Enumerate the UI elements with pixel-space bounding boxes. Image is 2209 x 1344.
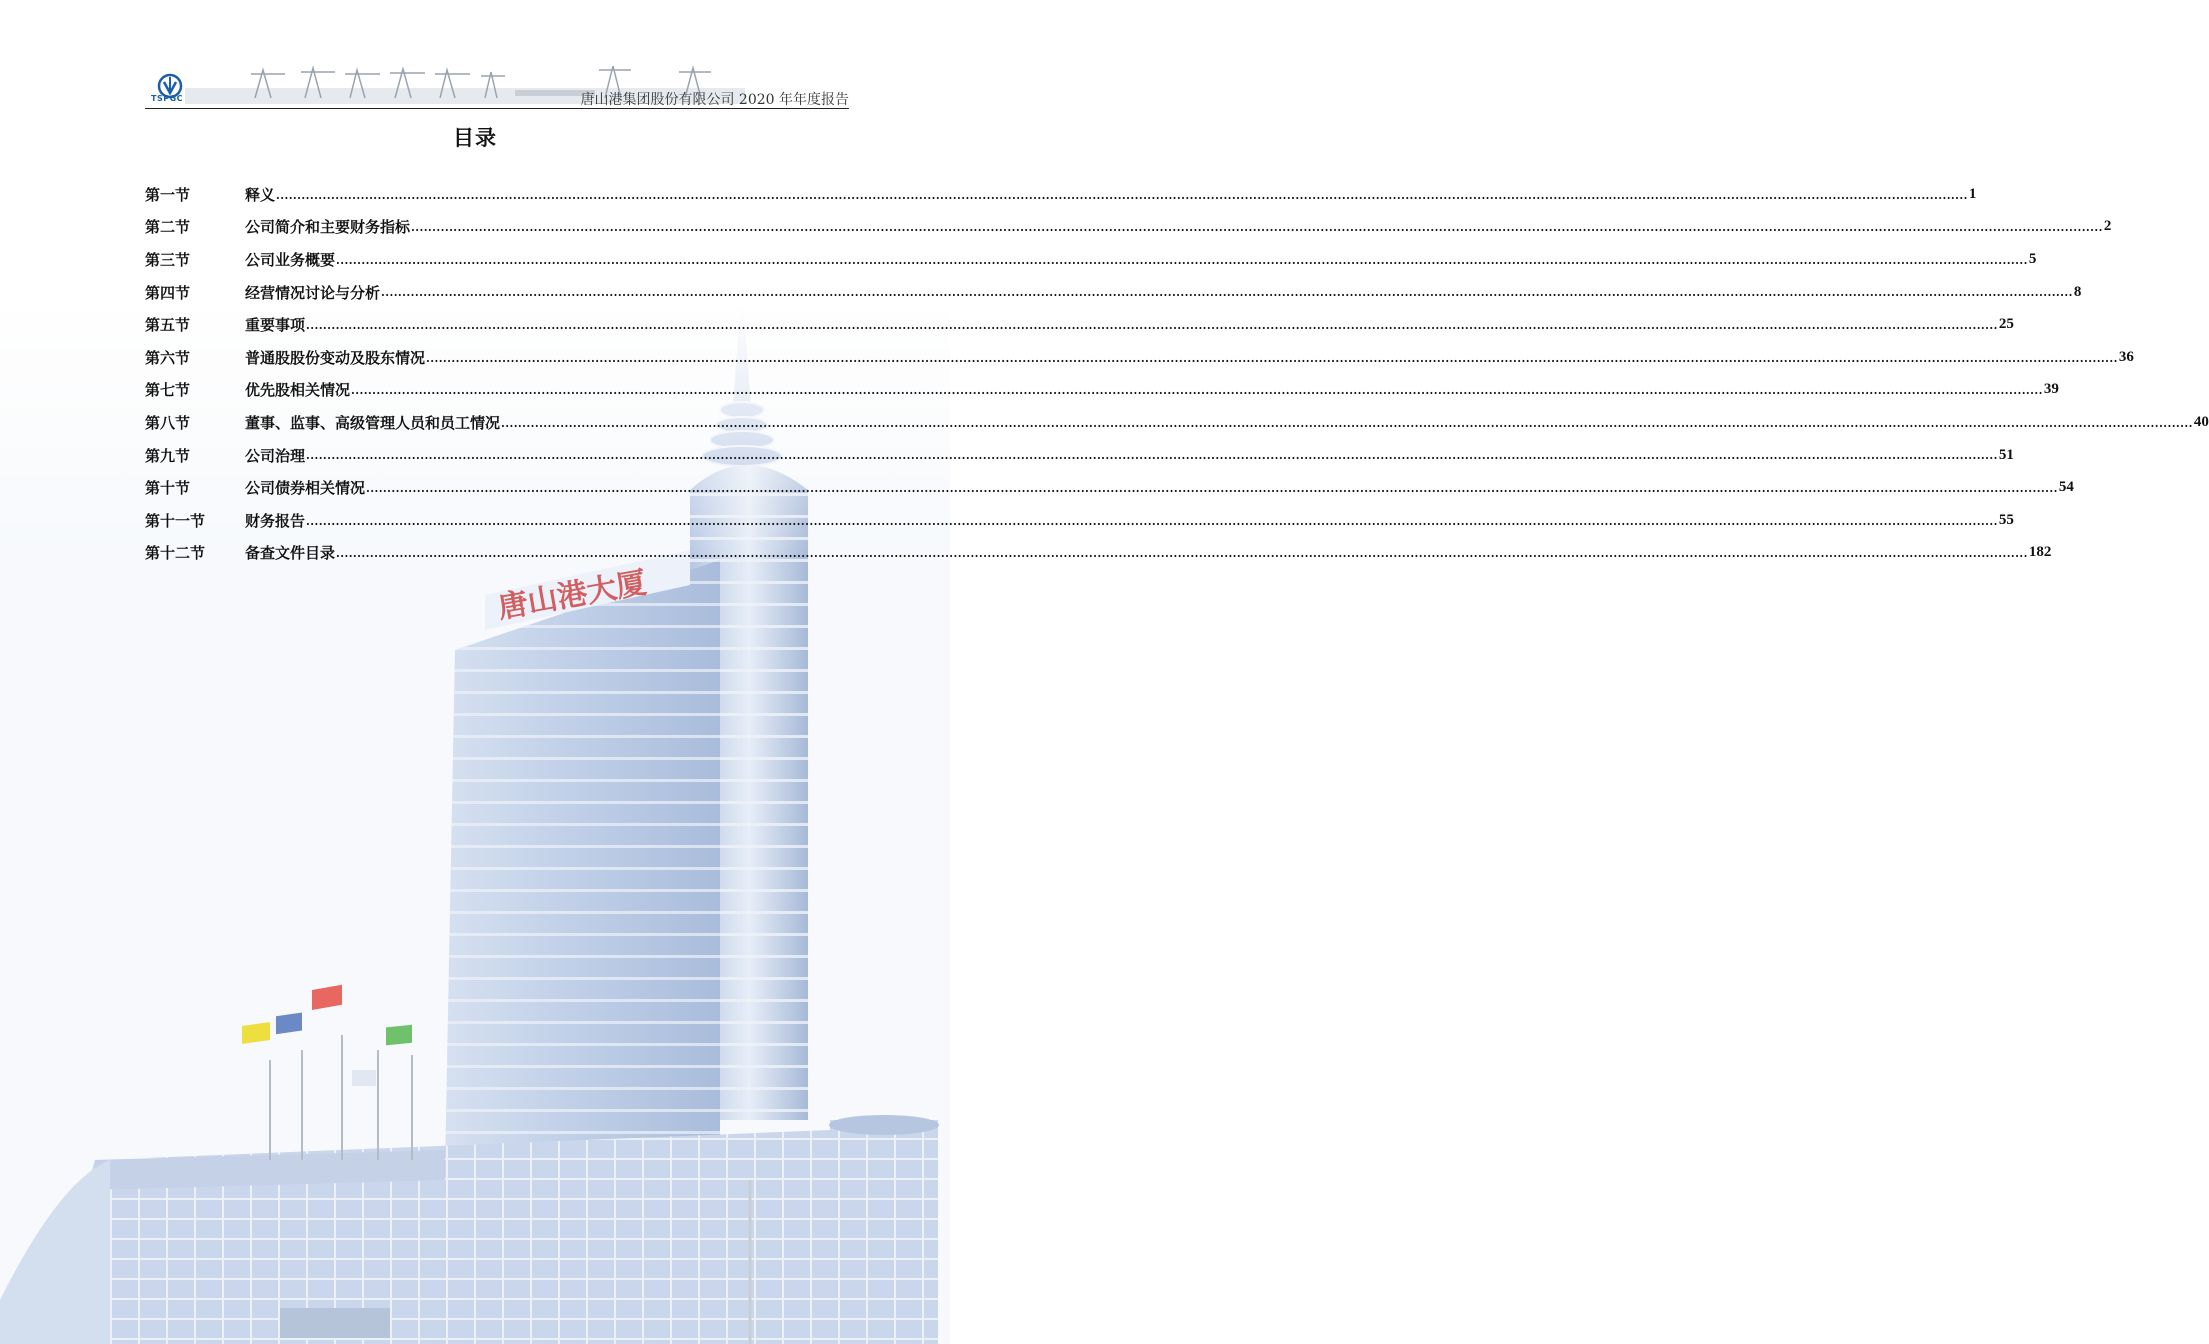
toc-section-number: 第九节	[145, 446, 191, 465]
toc-leader-dots: ................................................................................................................................................................................................................................................................................................................................................................................................................	[336, 253, 2028, 267]
toc-page-number: 55	[1998, 511, 2014, 528]
toc-leader-dots: ................................................................................................................................................................................................................................................................................................................................................................................................................	[366, 481, 2058, 495]
table-of-contents	[145, 178, 2209, 569]
toc-page-number: 5	[2028, 250, 2037, 267]
toc-section-title: 普通股股份变动及股东情况	[245, 348, 426, 367]
toc-entry[interactable]	[145, 504, 2014, 537]
toc-entry[interactable]	[145, 178, 1977, 211]
toc-section-title: 公司治理	[245, 446, 306, 465]
toc-entry[interactable]	[145, 537, 2052, 570]
toc-page-number: 25	[1998, 316, 2014, 333]
toc-section-title: 重要事项	[245, 316, 306, 335]
toc-page-number: 40	[2193, 413, 2209, 430]
toc-entry[interactable]	[145, 439, 2014, 472]
page-title: 目录	[453, 125, 497, 150]
toc-leader-dots: ................................................................................................................................................................................................................................................................................................................................................................................................................	[306, 449, 1998, 463]
toc-section-number: 第四节	[145, 283, 191, 302]
toc-section-number: 第二节	[145, 218, 191, 237]
toc-section-title: 董事、监事、高级管理人员和员工情况	[245, 413, 501, 432]
toc-section-number: 第一节	[145, 185, 191, 204]
toc-page-number: 8	[2073, 283, 2082, 300]
toc-page-number: 1	[1968, 185, 1977, 202]
toc-leader-dots: ................................................................................................................................................................................................................................................................................................................................................................................................................	[411, 221, 2103, 235]
toc-entry[interactable]	[145, 471, 2074, 504]
toc-page-number: 51	[1998, 446, 2014, 463]
header-divider	[145, 108, 849, 109]
logo-text: TSPGC	[151, 94, 184, 103]
toc-section-title: 释义	[245, 185, 276, 204]
page-header	[145, 58, 849, 110]
toc-page-number: 2	[2103, 218, 2112, 235]
toc-entry[interactable]	[145, 374, 2059, 407]
toc-entry[interactable]	[145, 308, 2014, 341]
toc-section-number: 第五节	[145, 316, 191, 335]
toc-leader-dots: ................................................................................................................................................................................................................................................................................................................................................................................................................	[426, 351, 2118, 365]
toc-section-title: 公司简介和主要财务指标	[245, 218, 411, 237]
toc-leader-dots: ................................................................................................................................................................................................................................................................................................................................................................................................................	[306, 318, 1998, 332]
toc-page-number: 182	[2028, 544, 2052, 561]
toc-section-title: 经营情况讨论与分析	[245, 283, 381, 302]
toc-section-number: 第十二节	[145, 544, 206, 563]
toc-section-number: 第十节	[145, 479, 191, 498]
toc-section-number: 第七节	[145, 381, 191, 400]
toc-leader-dots: ................................................................................................................................................................................................................................................................................................................................................................................................................	[351, 384, 2043, 398]
toc-entry[interactable]	[145, 406, 2209, 439]
toc-leader-dots: ................................................................................................................................................................................................................................................................................................................................................................................................................	[306, 514, 1998, 528]
toc-entry[interactable]	[145, 341, 2134, 374]
toc-leader-dots: ................................................................................................................................................................................................................................................................................................................................................................................................................	[336, 547, 2028, 561]
toc-section-title: 优先股相关情况	[245, 381, 351, 400]
toc-section-number: 第三节	[145, 250, 191, 269]
toc-entry[interactable]	[145, 211, 2112, 244]
report-title: 唐山港集团股份有限公司 2020 年年度报告	[580, 92, 849, 108]
toc-page-number: 54	[2058, 479, 2074, 496]
toc-section-number: 第十一节	[145, 511, 206, 530]
toc-section-title: 公司债券相关情况	[245, 479, 366, 498]
toc-section-number: 第八节	[145, 413, 191, 432]
toc-section-title: 财务报告	[245, 511, 306, 530]
toc-leader-dots: ................................................................................................................................................................................................................................................................................................................................................................................................................	[501, 416, 2193, 430]
toc-entry[interactable]	[145, 243, 2037, 276]
toc-section-title: 公司业务概要	[245, 250, 336, 269]
toc-entry[interactable]	[145, 276, 2082, 309]
toc-page-number: 36	[2118, 348, 2134, 365]
toc-section-number: 第六节	[145, 348, 191, 367]
toc-page-number: 39	[2043, 381, 2059, 398]
toc-section-title: 备查文件目录	[245, 544, 336, 563]
toc-leader-dots: ................................................................................................................................................................................................................................................................................................................................................................................................................	[381, 286, 2073, 300]
toc-leader-dots: ................................................................................................................................................................................................................................................................................................................................................................................................................	[276, 188, 1968, 202]
